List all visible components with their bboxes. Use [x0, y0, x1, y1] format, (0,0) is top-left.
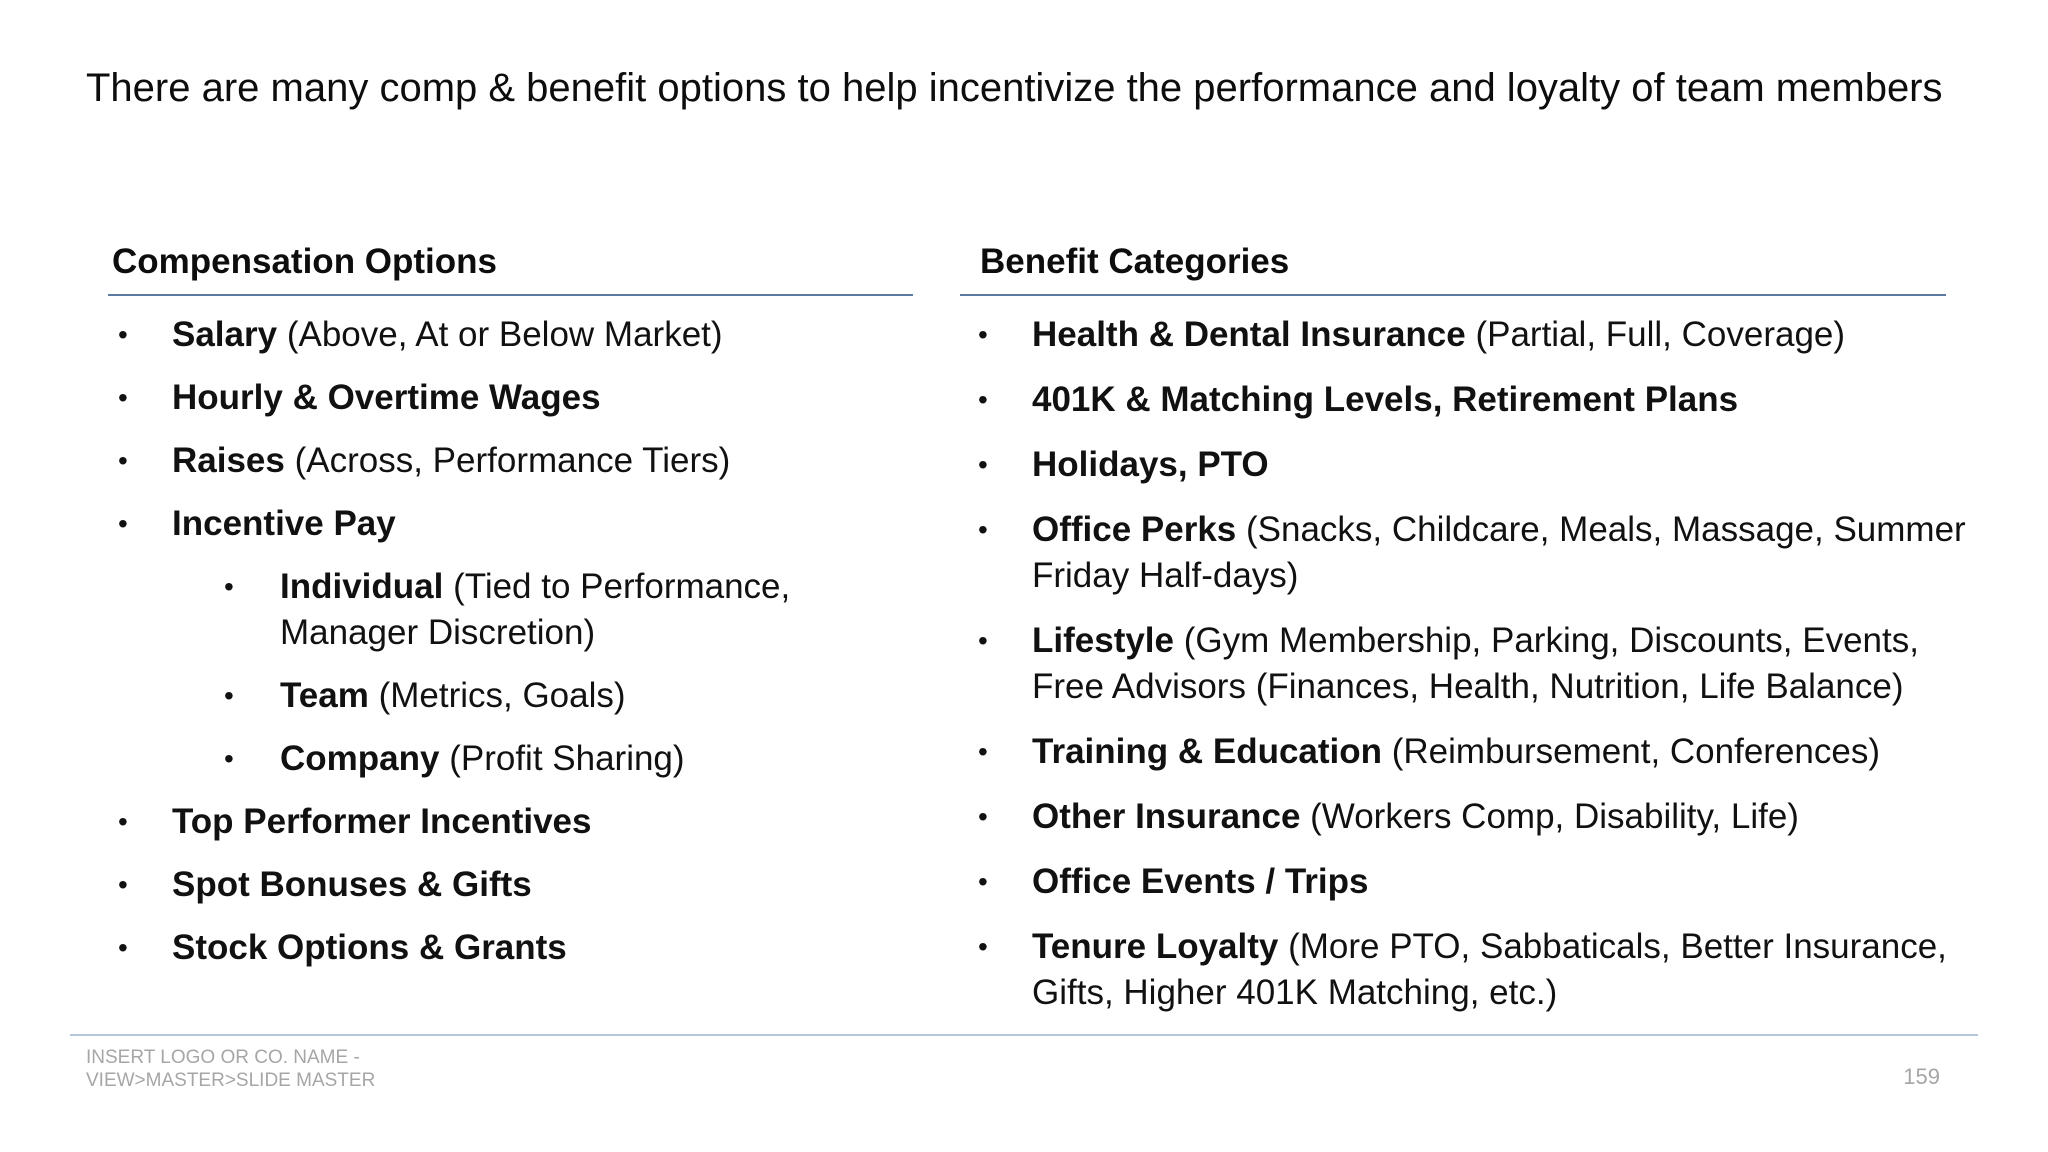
list-item	[960, 618, 1970, 710]
footer-rule	[70, 1034, 1978, 1036]
item-detail-text: (Snacks, Childcare, Meals, Massage, Summer Friday Half-days)	[1032, 510, 1966, 595]
item-detail-text: (Above, At or Below Market)	[277, 315, 723, 354]
sub-list-item	[108, 736, 913, 782]
item-bold-text: Other Insurance	[1032, 797, 1301, 836]
bullet-icon: •	[118, 508, 128, 539]
item-bold-text: Incentive Pay	[172, 504, 396, 543]
bullet-icon: •	[224, 743, 234, 774]
item-bold-text: Lifestyle	[1032, 621, 1174, 660]
item-detail-text: (Gym Membership, Parking, Discounts, Events, Free Advisors (Finances, Health, Nutrition, Life Balance)	[1032, 621, 1919, 706]
footer-logo-placeholder: INSERT LOGO OR CO. NAME - VIEW>MASTER>SLIDE MASTER	[86, 1047, 376, 1091]
benefits-heading-rule	[960, 294, 1946, 296]
list-item	[108, 501, 913, 547]
bullet-icon: •	[978, 449, 988, 480]
bullet-icon: •	[978, 931, 988, 962]
bullet-icon: •	[224, 680, 234, 711]
item-bold-text: Top Performer Incentives	[172, 802, 592, 841]
bullet-icon: •	[978, 514, 988, 545]
compensation-heading-rule	[108, 294, 913, 296]
benefits-list	[960, 312, 1970, 1016]
bullet-icon: •	[118, 869, 128, 900]
bullet-icon: •	[978, 801, 988, 832]
compensation-column	[108, 236, 913, 988]
list-item	[108, 438, 913, 484]
bullet-icon: •	[118, 445, 128, 476]
item-bold-text: Training & Education	[1032, 732, 1383, 771]
item-detail-text: (More PTO, Sabbaticals, Better Insurance, Gifts, Higher 401K Matching, etc.)	[1032, 927, 1947, 1012]
item-bold-text: Team	[280, 676, 369, 715]
bullet-icon: •	[978, 625, 988, 656]
item-bold-text: Office Events / Trips	[1032, 862, 1369, 901]
list-item	[108, 375, 913, 421]
item-bold-text: Stock Options & Grants	[172, 928, 567, 967]
list-item	[960, 442, 1970, 488]
item-detail-text: (Metrics, Goals)	[368, 676, 626, 715]
item-bold-text: Health & Dental Insurance	[1032, 315, 1466, 354]
list-item	[108, 862, 913, 908]
sub-list-item	[108, 673, 913, 719]
bullet-icon: •	[118, 932, 128, 963]
compensation-list	[108, 312, 913, 971]
item-detail-text: (Partial, Full, Coverage)	[1465, 315, 1846, 354]
item-bold-text: Salary	[172, 315, 278, 354]
list-item	[108, 925, 913, 971]
item-bold-text: Raises	[172, 441, 285, 480]
list-item	[960, 507, 1970, 599]
slide-title: There are many comp & benefit options to help incentivize the performance and loyalty of team members	[86, 66, 1943, 110]
item-bold-text: Individual	[280, 567, 444, 606]
item-detail-text: (Tied to Performance, Manager Discretion)	[280, 567, 791, 652]
bullet-icon: •	[118, 382, 128, 413]
item-bold-text: Holidays, PTO	[1032, 445, 1269, 484]
bullet-icon: •	[978, 736, 988, 767]
benefits-heading: Benefit Categories	[980, 242, 1290, 281]
item-bold-text: Tenure Loyalty	[1032, 927, 1279, 966]
item-bold-text: 401K & Matching Levels, Retirement Plans	[1032, 380, 1739, 419]
list-item	[108, 312, 913, 358]
item-detail-text: (Workers Comp, Disability, Life)	[1300, 797, 1799, 836]
bullet-icon: •	[978, 384, 988, 415]
compensation-heading: Compensation Options	[112, 242, 497, 281]
page-number: 159	[1903, 1064, 1940, 1089]
item-bold-text: Hourly & Overtime Wages	[172, 378, 601, 417]
item-bold-text: Spot Bonuses & Gifts	[172, 865, 532, 904]
item-detail-text: (Across, Performance Tiers)	[284, 441, 731, 480]
sub-list-item	[108, 564, 913, 656]
list-item	[960, 859, 1970, 905]
bullet-icon: •	[978, 319, 988, 350]
bullet-icon: •	[118, 319, 128, 350]
list-item	[960, 729, 1970, 775]
benefits-column	[960, 236, 1970, 1035]
list-item	[960, 377, 1970, 423]
list-item	[960, 924, 1970, 1016]
bullet-icon: •	[224, 571, 234, 602]
bullet-icon: •	[978, 866, 988, 897]
list-item	[960, 794, 1970, 840]
list-item	[108, 799, 913, 845]
bullet-icon: •	[118, 806, 128, 837]
item-detail-text: (Reimbursement, Conferences)	[1382, 732, 1880, 771]
item-bold-text: Company	[280, 739, 440, 778]
item-detail-text: (Profit Sharing)	[439, 739, 685, 778]
list-item	[960, 312, 1970, 358]
item-bold-text: Office Perks	[1032, 510, 1237, 549]
